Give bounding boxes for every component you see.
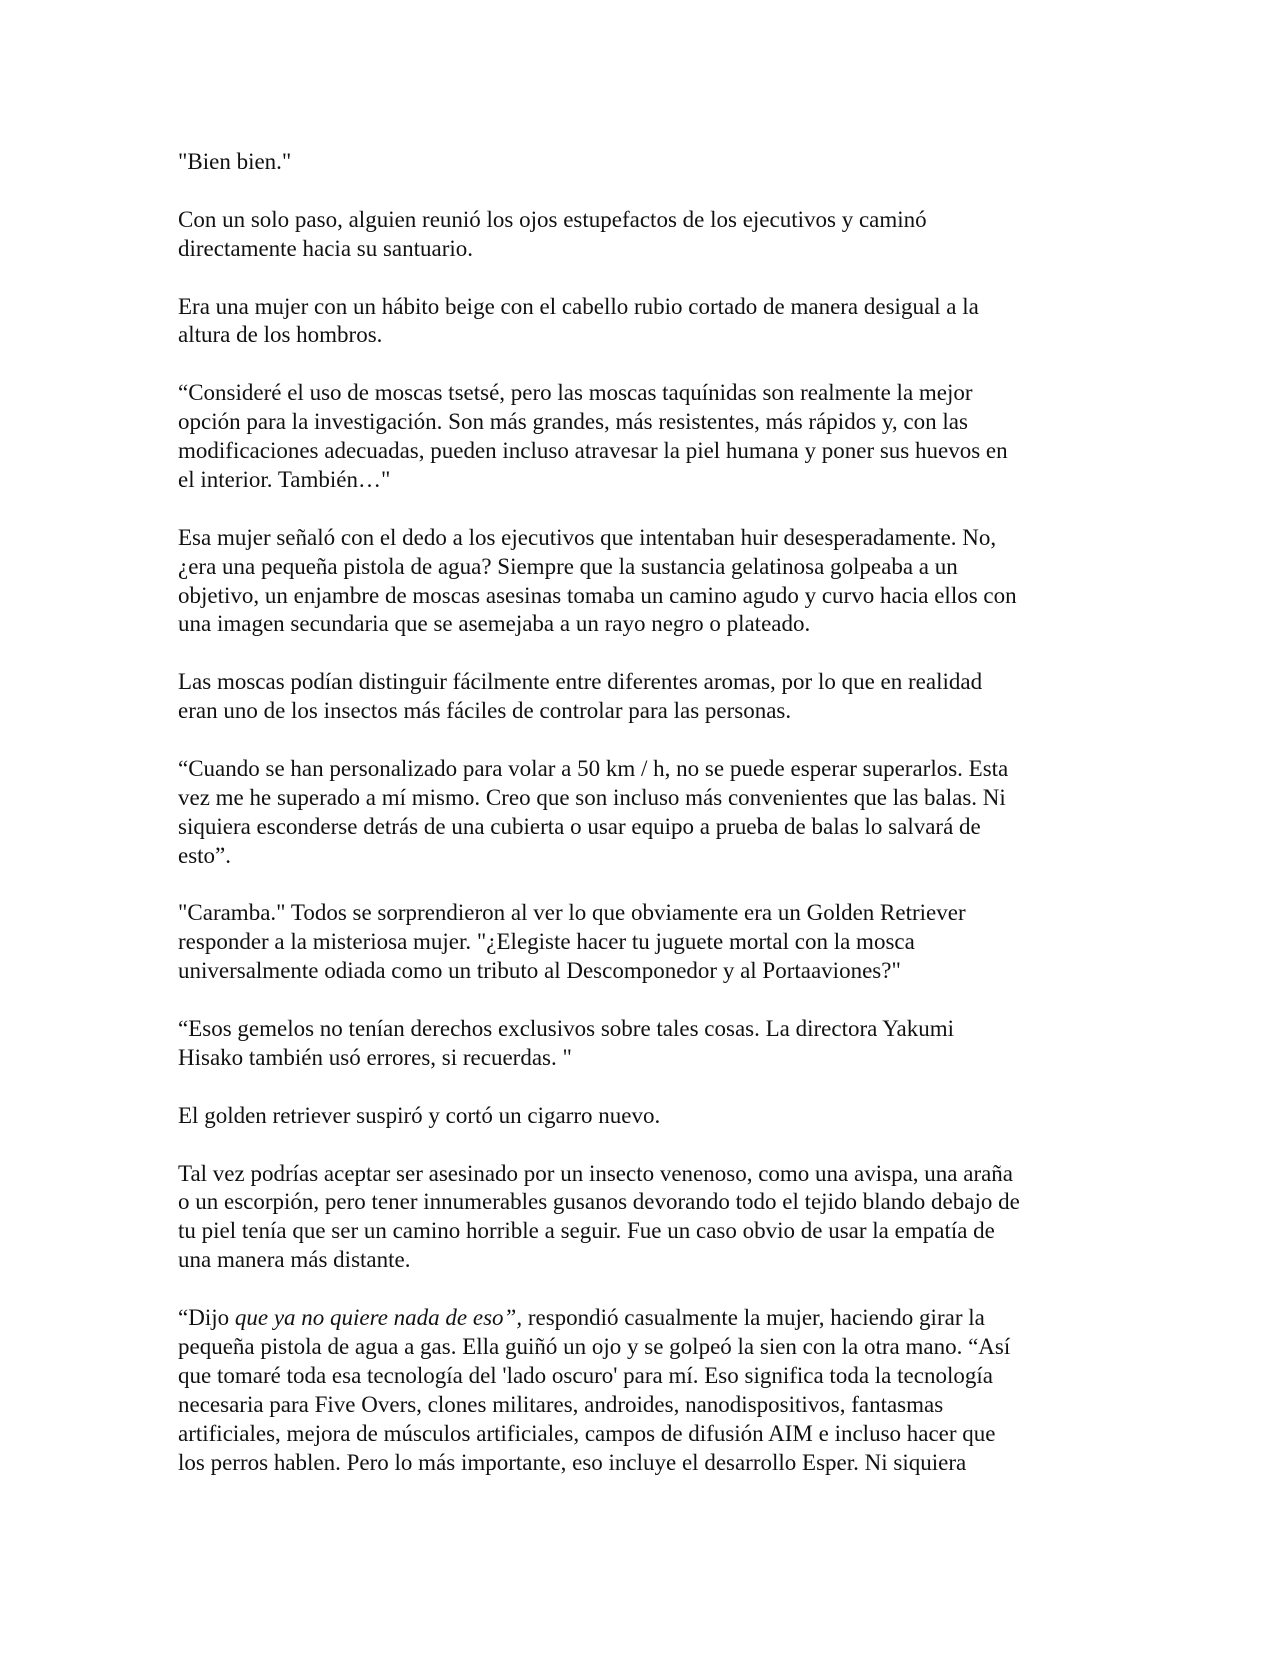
paragraph bbox=[178, 1160, 1128, 1276]
paragraph bbox=[178, 379, 1128, 495]
paragraph bbox=[178, 1015, 1128, 1073]
text-line: El golden retriever suspiró y cortó un cigarro nuevo. bbox=[178, 1102, 661, 1128]
text-line: modificaciones adecuadas, pueden incluso atravesar la piel humana y poner sus huevos en bbox=[178, 438, 1008, 464]
text-line: artificiales, mejora de músculos artificiales, campos de difusión AIM e incluso hacer que bbox=[178, 1420, 996, 1446]
text-line: que tomaré toda esa tecnología del 'lado oscuro' para mí. Eso significa toda la tecnología bbox=[178, 1362, 993, 1388]
paragraph-last bbox=[178, 1304, 1128, 1477]
text-line: eran uno de los insectos más fáciles de controlar para las personas. bbox=[178, 698, 792, 724]
italic-quote: que ya no quiere nada de eso”, bbox=[234, 1305, 523, 1331]
paragraph bbox=[178, 1102, 1128, 1131]
text-line: el interior. También…" bbox=[178, 466, 391, 492]
text-line: o un escorpión, pero tener innumerables gusanos devorando todo el tejido blando debajo de bbox=[178, 1189, 1020, 1215]
text-line: Esa mujer señaló con el dedo a los ejecutivos que intentaban huir desesperadamente. No, bbox=[178, 524, 997, 550]
text-line: una manera más distante. bbox=[178, 1247, 411, 1273]
text-line: Era una mujer con un hábito beige con el cabello rubio cortado de manera desigual a la bbox=[178, 293, 979, 319]
text-line: Hisako también usó errores, si recuerdas. " bbox=[178, 1044, 572, 1070]
text-line: opción para la investigación. Son más grandes, más resistentes, más rápidos y, con las bbox=[178, 409, 968, 435]
text-line: ¿era una pequeña pistola de agua? Siempre que la sustancia gelatinosa golpeaba a un bbox=[178, 553, 958, 579]
text-line: “Esos gemelos no tenían derechos exclusivos sobre tales cosas. La directora Yakumi bbox=[178, 1016, 955, 1042]
text-line: necesaria para Five Overs, clones militares, androides, nanodispositivos, fantasmas bbox=[178, 1391, 944, 1417]
text-line: Tal vez podrías aceptar ser asesinado por un insecto venenoso, como una avispa, una araña bbox=[178, 1160, 1014, 1186]
document-page bbox=[178, 148, 1128, 1506]
text-line: “Cuando se han personalizado para volar a 50 km / h, no se puede esperar superarlos. Esta bbox=[178, 755, 1009, 781]
text-line: objetivo, un enjambre de moscas asesinas tomaba un camino agudo y curvo hacia ellos con bbox=[178, 582, 1017, 608]
paragraph bbox=[178, 668, 1128, 726]
text-line bbox=[178, 1304, 1128, 1333]
text-line: universalmente odiada como un tributo al Descomponedor y al Portaaviones?" bbox=[178, 958, 901, 984]
text-line: “Consideré el uso de moscas tsetsé, pero las moscas taquínidas son realmente la mejor bbox=[178, 380, 973, 406]
text-line: tu piel tenía que ser un camino horrible a seguir. Fue un caso obvio de usar la empatía de bbox=[178, 1218, 995, 1244]
text-line: una imagen secundaria que se asemejaba a un rayo negro o plateado. bbox=[178, 611, 811, 637]
paragraph bbox=[178, 206, 1128, 264]
text-line: vez me he superado a mí mismo. Creo que son incluso más convenientes que las balas. Ni bbox=[178, 784, 1006, 810]
text-segment: “Dijo bbox=[178, 1305, 235, 1331]
paragraph bbox=[178, 293, 1128, 351]
paragraph bbox=[178, 755, 1128, 871]
text-line: responder a la misteriosa mujer. "¿Elegiste hacer tu juguete mortal con la mosca bbox=[178, 929, 915, 955]
text-line: pequeña pistola de agua a gas. Ella guiñó un ojo y se golpeó la sien con la otra mano. “Así bbox=[178, 1333, 1011, 1359]
text-line: "Caramba." Todos se sorprendieron al ver lo que obviamente era un Golden Retriever bbox=[178, 900, 966, 926]
text-line: esto”. bbox=[178, 842, 232, 868]
text-line: "Bien bien." bbox=[178, 149, 292, 174]
paragraph bbox=[178, 899, 1128, 986]
paragraph bbox=[178, 148, 1128, 177]
text-line: Las moscas podían distinguir fácilmente entre diferentes aromas, por lo que en realidad bbox=[178, 669, 983, 695]
paragraph bbox=[178, 524, 1128, 640]
text-segment: respondió casualmente la mujer, haciendo girar la bbox=[522, 1305, 985, 1331]
text-line: altura de los hombros. bbox=[178, 322, 383, 348]
text-line: Con un solo paso, alguien reunió los ojos estupefactos de los ejecutivos y caminó bbox=[178, 206, 927, 232]
text-line: los perros hablen. Pero lo más importante, eso incluye el desarrollo Esper. Ni siquiera bbox=[178, 1449, 967, 1475]
text-line: directamente hacia su santuario. bbox=[178, 235, 474, 261]
text-line: siquiera esconderse detrás de una cubierta o usar equipo a prueba de balas lo salvará de bbox=[178, 813, 981, 839]
